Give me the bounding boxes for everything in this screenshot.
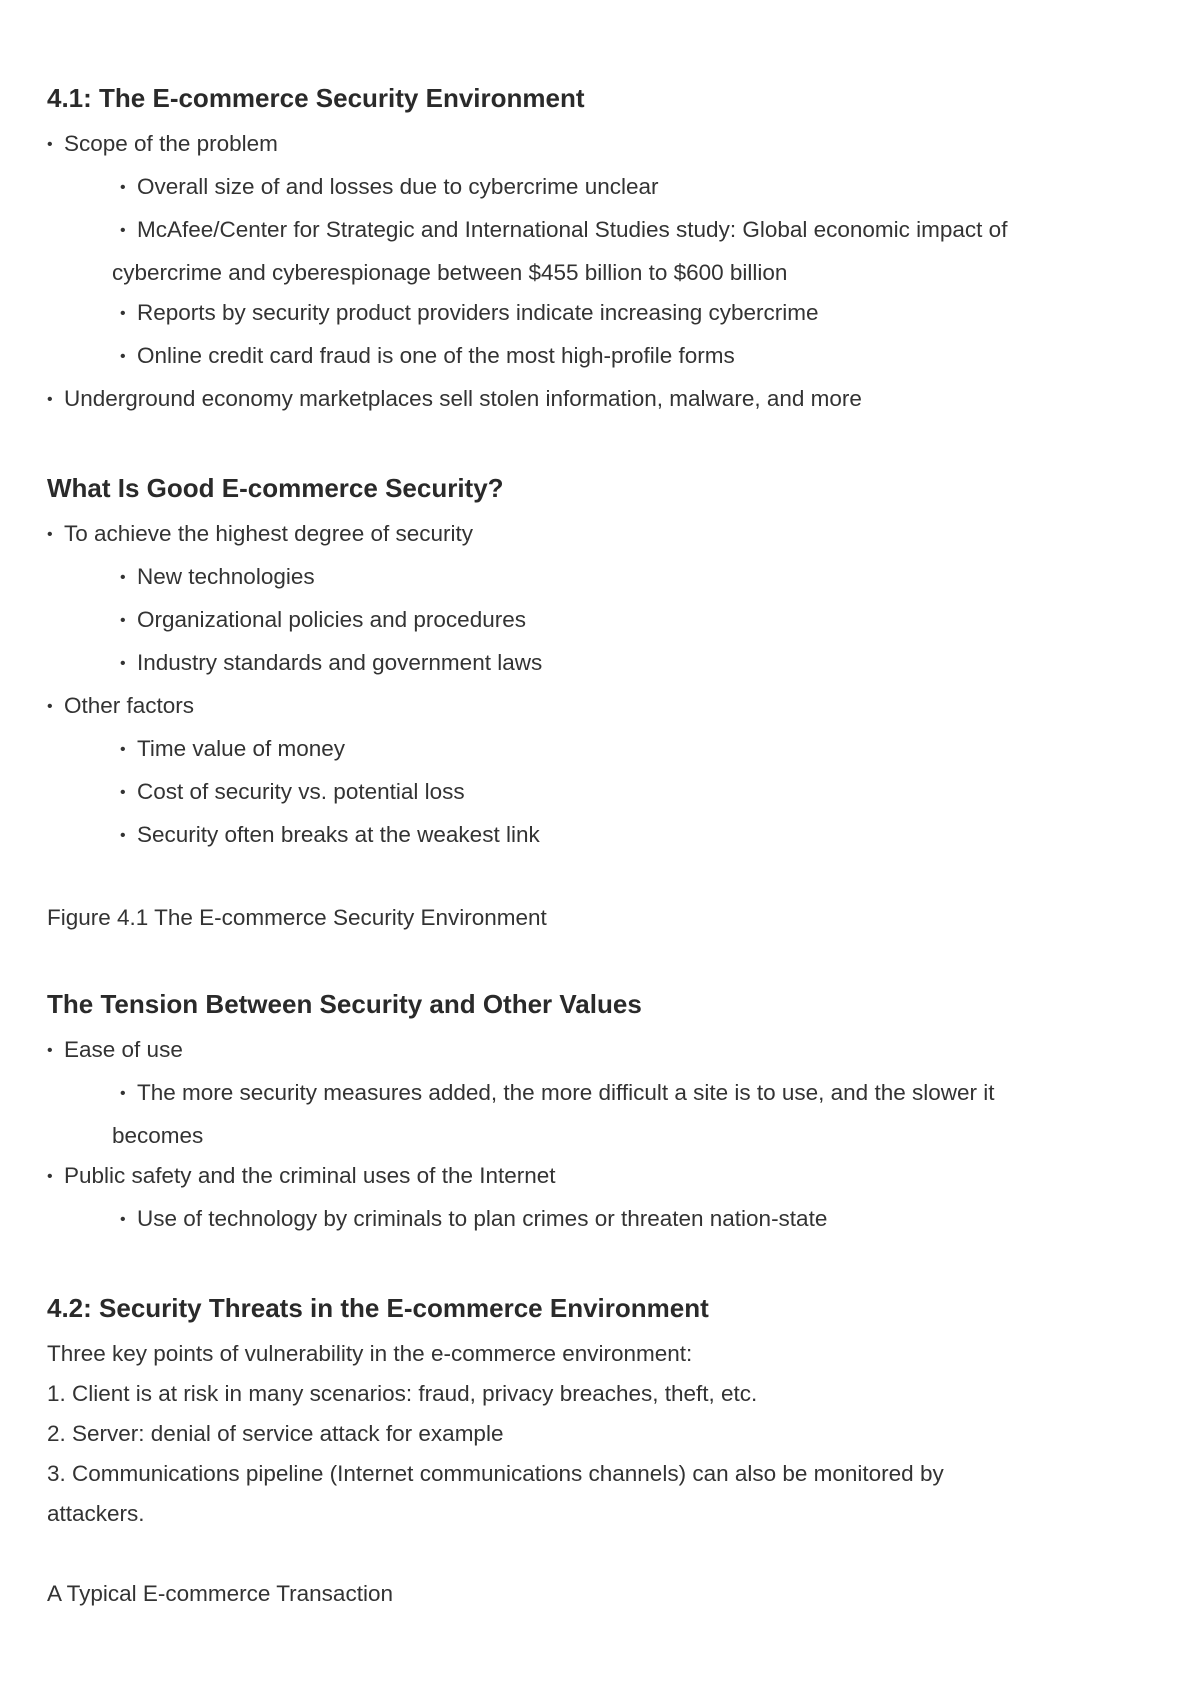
list-item: • Scope of the problem <box>47 124 1157 167</box>
numbered-item: 2. Server: denial of service attack for example <box>47 1421 504 1446</box>
bullet-icon: • <box>120 1211 126 1228</box>
bullet-icon: • <box>120 222 126 239</box>
list-item-continuation: becomes <box>112 1123 204 1148</box>
list-item: • McAfee/Center for Strategic and International Studies study: Global economic impact of <box>47 210 1157 253</box>
list-item: • New technologies <box>47 557 1157 600</box>
list-item: • Industry standards and government laws <box>47 643 1157 686</box>
list-item: • Time value of money <box>47 729 1157 772</box>
bullet-icon: • <box>120 569 126 586</box>
bullet-icon: • <box>120 305 126 322</box>
section-heading-tension: The Tension Between Security and Other Values <box>47 989 642 1019</box>
list-item: • Overall size of and losses due to cybercrime unclear <box>47 167 1157 210</box>
figure-caption: Figure 4.1 The E-commerce Security Environment <box>47 905 547 930</box>
bullet-icon: • <box>120 741 126 758</box>
numbered-item: 3. Communications pipeline (Internet communications channels) can also be monitored by <box>47 1461 944 1486</box>
bullet-icon: • <box>47 698 53 715</box>
bullet-icon: • <box>120 827 126 844</box>
bullet-icon: • <box>120 1085 126 1102</box>
bullet-icon: • <box>120 612 126 629</box>
list-item: • Reports by security product providers indicate increasing cybercrime <box>47 293 1157 336</box>
bullet-icon: • <box>47 526 53 543</box>
bullet-icon: • <box>47 136 53 153</box>
bullet-icon: • <box>120 784 126 801</box>
bullet-icon: • <box>47 1168 53 1185</box>
list-item: • Public safety and the criminal uses of the Internet <box>47 1156 1157 1199</box>
list-item: • Underground economy marketplaces sell stolen information, malware, and more <box>47 379 1157 422</box>
numbered-item: 1. Client is at risk in many scenarios: fraud, privacy breaches, theft, etc. <box>47 1381 758 1406</box>
list-item: • Online credit card fraud is one of the most high-profile forms <box>47 336 1157 379</box>
list-item: • Security often breaks at the weakest link <box>47 815 1157 858</box>
bullet-icon: • <box>47 1042 53 1059</box>
list-item: • Cost of security vs. potential loss <box>47 772 1157 815</box>
list-item: • Other factors <box>47 686 1157 729</box>
list-item: • Organizational policies and procedures <box>47 600 1157 643</box>
list-item-continuation: cybercrime and cyberespionage between $455 billion to $600 billion <box>112 260 788 285</box>
bullet-icon: • <box>120 655 126 672</box>
numbered-item-continuation: attackers. <box>47 1501 145 1526</box>
list-item: • Use of technology by criminals to plan crimes or threaten nation-state <box>47 1199 1157 1242</box>
bullet-icon: • <box>47 391 53 408</box>
section-heading-4-1: 4.1: The E-commerce Security Environment <box>47 83 585 113</box>
bullet-icon: • <box>120 348 126 365</box>
intro-text: Three key points of vulnerability in the e-commerce environment: <box>47 1341 693 1366</box>
section-heading-good-security: What Is Good E-commerce Security? <box>47 473 504 503</box>
list-item: • To achieve the highest degree of security <box>47 514 1157 557</box>
list-item: • Ease of use <box>47 1030 1157 1073</box>
section-heading-4-2: 4.2: Security Threats in the E-commerce Environment <box>47 1293 709 1323</box>
bullet-icon: • <box>120 179 126 196</box>
list-item: • The more security measures added, the more difficult a site is to use, and the slower it <box>47 1073 1157 1116</box>
figure-caption: A Typical E-commerce Transaction <box>47 1581 393 1606</box>
document-page <box>47 72 1157 1614</box>
